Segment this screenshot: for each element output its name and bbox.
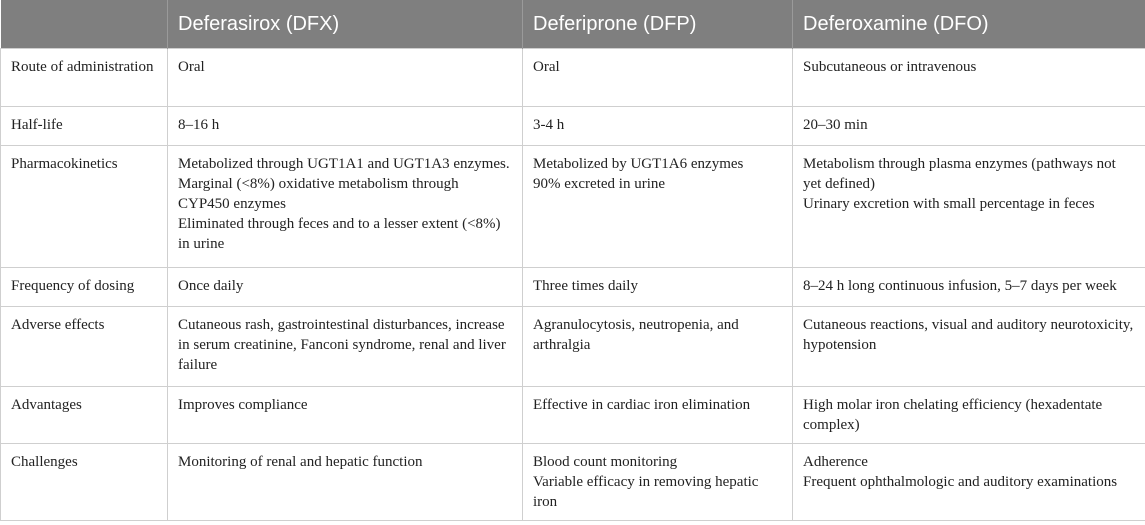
cell-text-line: Subcutaneous or intravenous: [803, 58, 977, 75]
table-row: [1, 106, 1145, 145]
cell-dfo: [793, 145, 1145, 267]
cell-text-line: Metabolism through plasma enzymes (pathways not yet defined): [803, 155, 1116, 192]
cell-dfo: [793, 106, 1145, 145]
cell-dfo: [793, 267, 1145, 306]
cell-text-line: Improves compliance: [178, 396, 308, 413]
row-label: Challenges: [1, 443, 168, 520]
cell-dfx: [168, 386, 523, 443]
cell-dfp: [523, 145, 793, 267]
row-label: Frequency of dosing: [1, 267, 168, 306]
cell-text-line: Metabolized by UGT1A6 enzymes: [533, 155, 744, 172]
cell-text-line: Cutaneous reactions, visual and auditory neurotoxicity, hypotension: [803, 316, 1134, 353]
cell-dfx: [168, 106, 523, 145]
cell-text-line: 8–24 h long continuous infusion, 5–7 days per week: [803, 277, 1117, 294]
cell-dfp: [523, 306, 793, 386]
cell-text-line: Once daily: [178, 277, 244, 294]
cell-dfp: [523, 443, 793, 520]
cell-text-line: 20–30 min: [803, 116, 868, 133]
cell-text-line: 3-4 h: [533, 116, 565, 133]
cell-text-line: High molar iron chelating efficiency (hexadentate complex): [803, 396, 1103, 433]
cell-text-line: Adherence: [803, 453, 868, 470]
table-body: [1, 48, 1145, 520]
cell-dfo: [793, 386, 1145, 443]
cell-dfx: [168, 267, 523, 306]
cell-dfo: [793, 443, 1145, 520]
table-row: [1, 386, 1145, 443]
cell-dfp: [523, 267, 793, 306]
row-label: Route of administration: [1, 48, 168, 106]
cell-dfp: [523, 48, 793, 106]
row-label: Advantages: [1, 386, 168, 443]
table-row: [1, 48, 1145, 106]
header-cell-empty: [1, 0, 168, 48]
cell-dfx: [168, 306, 523, 386]
cell-text-line: Oral: [178, 58, 205, 75]
cell-text-line: Cutaneous rash, gastrointestinal disturbances, increase in serum creatinine, Fanconi syndrome, renal and liver failure: [178, 316, 506, 373]
table-row: [1, 145, 1145, 267]
cell-dfp: [523, 106, 793, 145]
header-cell-deferasirox: Deferasirox (DFX): [168, 0, 523, 48]
cell-dfo: [793, 306, 1145, 386]
header-cell-deferoxamine: Deferoxamine (DFO): [793, 0, 1145, 48]
table-header: [1, 0, 1145, 48]
cell-text-line: Monitoring of renal and hepatic function: [178, 453, 423, 470]
cell-dfx: [168, 145, 523, 267]
table-row: [1, 306, 1145, 386]
header-cell-deferiprone: Deferiprone (DFP): [523, 0, 793, 48]
cell-dfx: [168, 443, 523, 520]
row-label: Adverse effects: [1, 306, 168, 386]
cell-dfo: [793, 48, 1145, 106]
cell-text-line: Agranulocytosis, neutropenia, and arthralgia: [533, 316, 739, 353]
cell-text-line: Variable efficacy in removing hepatic iron: [533, 473, 759, 510]
cell-text-line: Three times daily: [533, 277, 638, 294]
cell-text-line: Effective in cardiac iron elimination: [533, 396, 751, 413]
row-label: Half-life: [1, 106, 168, 145]
cell-text-line: Urinary excretion with small percentage in feces: [803, 195, 1095, 212]
table-row: [1, 267, 1145, 306]
cell-text-line: Metabolized through UGT1A1 and UGT1A3 enzymes. Marginal (<8%) oxidative metabolism through CYP450 enzymes: [178, 155, 510, 212]
table-row: [1, 443, 1145, 520]
cell-text-line: Blood count monitoring: [533, 453, 678, 470]
cell-text-line: Frequent ophthalmologic and auditory examinations: [803, 473, 1118, 490]
row-label: Pharmacokinetics: [1, 145, 168, 267]
cell-text-line: 8–16 h: [178, 116, 220, 133]
header-row: [1, 0, 1145, 48]
cell-text-line: Oral: [533, 58, 560, 75]
cell-text-line: 90% excreted in urine: [533, 175, 666, 192]
cell-text-line: Eliminated through feces and to a lesser extent (<8%) in urine: [178, 215, 501, 252]
cell-dfp: [523, 386, 793, 443]
cell-dfx: [168, 48, 523, 106]
